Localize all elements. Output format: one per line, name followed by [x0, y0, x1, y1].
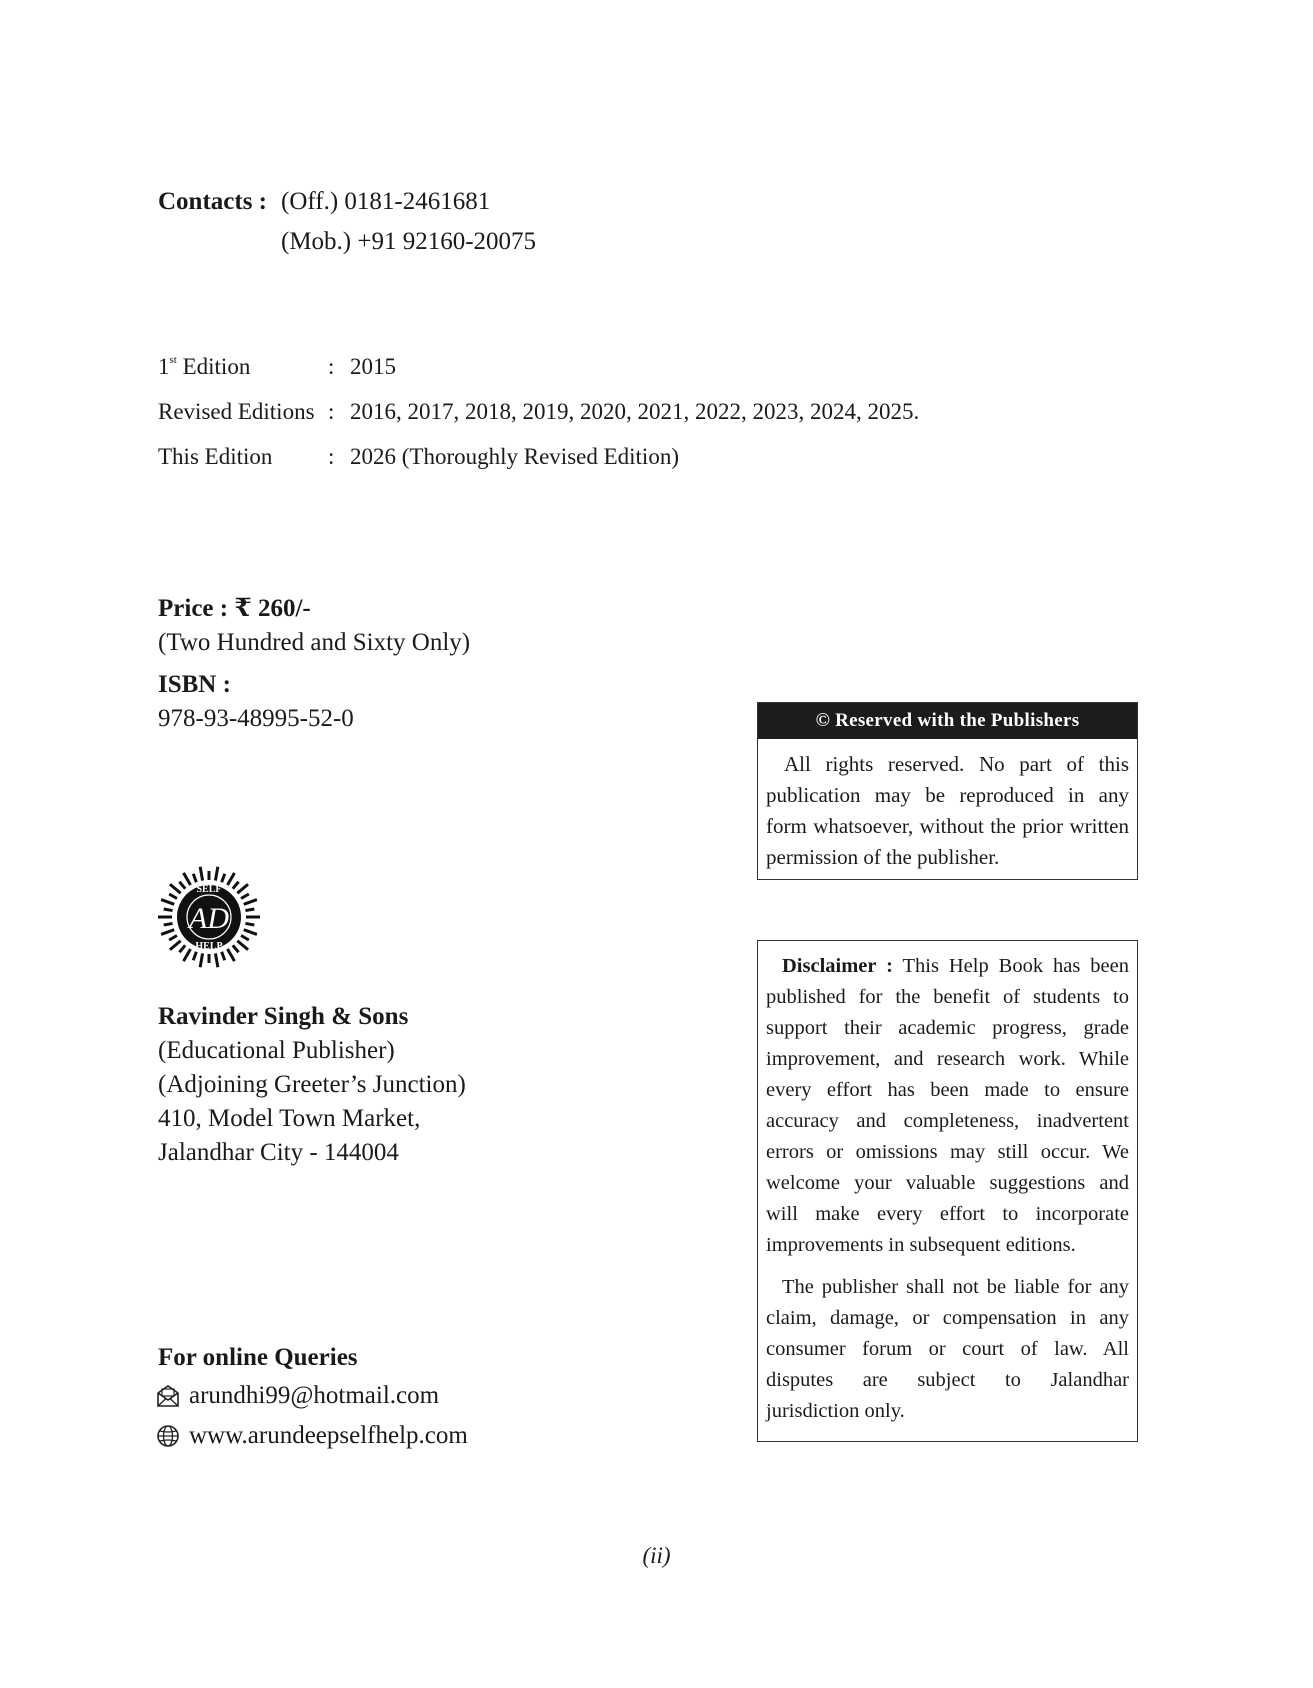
price-in-words: (Two Hundred and Sixty Only) — [158, 629, 471, 656]
logo-ray — [215, 953, 217, 967]
publisher-address-line1: 410, Model Town Market, — [158, 1105, 421, 1132]
website-row[interactable] — [158, 1416, 468, 1456]
logo-ray — [161, 930, 174, 935]
logo-ray — [233, 945, 239, 952]
logo-ray — [169, 894, 177, 899]
colon: : — [328, 444, 335, 469]
logo-ray — [245, 923, 254, 925]
logo-ray — [244, 900, 257, 905]
disclaimer-text-1: This Help Book has been published for the benefit of students to support their academic progress, grade improvement, and research work. While every effort has been made to ensure accuracy and completeness, inadvertent errors or omissions may still occur. We welcome your valuable suggestions and will make every effort to incorporate improvements in subsequent editions. — [766, 955, 1129, 1256]
logo-sunburst-icon — [157, 865, 261, 969]
contacts-label: Contacts : — [158, 188, 268, 215]
email-row[interactable] — [158, 1376, 468, 1416]
logo-ray — [228, 873, 235, 885]
isbn-label: ISBN : — [158, 671, 231, 698]
logo-ray — [222, 874, 225, 882]
logo-top-text: SELF — [196, 884, 222, 895]
contacts-line-office — [158, 182, 536, 222]
publisher-block — [158, 1000, 466, 1170]
office-phone: (Off.) 0181-2461681 — [281, 188, 491, 215]
logo-monogram: AD — [189, 902, 229, 935]
logo-ray — [169, 936, 177, 941]
logo-ray — [200, 867, 202, 881]
price-label: Price : ₹ 260/- — [158, 595, 311, 622]
email-link[interactable]: arundhi99@hotmail.com — [189, 1382, 440, 1409]
globe-icon — [155, 1423, 181, 1449]
envelope-icon — [155, 1383, 181, 1409]
copyright-text: All rights reserved. No part of this publication may be reproduced in any form whatsoever, without the prior written permission of the publisher. — [766, 752, 1129, 869]
logo-ray — [193, 952, 196, 960]
first-edition-label — [158, 354, 328, 380]
editions-block — [158, 354, 919, 489]
colon: : — [328, 354, 335, 379]
logo-ray — [179, 945, 185, 952]
logo-ray — [241, 936, 249, 941]
first-edition-number: 1 — [158, 354, 170, 379]
copyright-box — [757, 702, 1138, 880]
logo-ray — [164, 923, 173, 925]
logo-ray — [170, 941, 181, 950]
logo-ray — [184, 873, 191, 885]
logo-ray — [241, 894, 249, 899]
edition-row-this — [158, 444, 919, 489]
disclaimer-paragraph-2: The publisher shall not be liable for any claim, damage, or compensation in any consumer forum or court of law. All disputes are subject to Jalandhar jurisdiction only. — [766, 1276, 1129, 1422]
revised-editions-label: Revised Editions — [158, 399, 315, 424]
online-queries-title: For online Queries — [158, 1344, 358, 1371]
website-link[interactable]: www.arundeepselfhelp.com — [189, 1422, 468, 1449]
logo-ray — [170, 884, 181, 893]
disclaimer-paragraph-1 — [766, 951, 1129, 1261]
logo-ray — [237, 941, 248, 950]
first-edition-word: Edition — [182, 354, 251, 379]
this-edition-label: This Edition — [158, 444, 273, 469]
publisher-type: (Educational Publisher) — [158, 1037, 395, 1064]
self-help-logo — [157, 865, 261, 969]
publisher-landmark: (Adjoining Greeter’s Junction) — [158, 1071, 466, 1098]
logo-ray — [161, 900, 174, 905]
logo-ray — [179, 882, 185, 889]
logo-ray — [215, 867, 217, 881]
page-number: (ii) — [642, 1543, 671, 1568]
logo-ray — [200, 953, 202, 967]
first-edition-value: 2015 — [350, 354, 396, 379]
this-edition-value: 2026 (Thoroughly Revised Edition) — [350, 444, 679, 469]
colon: : — [328, 399, 335, 424]
logo-ray — [164, 909, 173, 911]
logo-ray — [228, 949, 235, 961]
disclaimer-label: Disclaimer : — [782, 955, 893, 977]
revised-editions-value: 2016, 2017, 2018, 2019, 2020, 2021, 2022, 2023, 2024, 2025. — [350, 399, 920, 424]
price-block — [158, 592, 470, 736]
copyright-heading: © Reserved with the Publishers — [758, 703, 1137, 739]
online-queries-block — [158, 1340, 468, 1456]
edition-row-first — [158, 354, 919, 399]
disclaimer-box — [757, 940, 1138, 1442]
publisher-address-line2: Jalandhar City - 144004 — [158, 1139, 399, 1166]
logo-ray — [193, 874, 196, 882]
logo-ray — [184, 949, 191, 961]
logo-bottom-text: HELP — [195, 941, 223, 952]
mobile-phone: (Mob.) +91 92160-20075 — [281, 228, 537, 255]
publisher-name: Ravinder Singh & Sons — [158, 1003, 409, 1030]
logo-ray — [222, 952, 225, 960]
logo-ray — [233, 882, 239, 889]
logo-ray — [245, 909, 254, 911]
isbn-value: 978-93-48995-52-0 — [158, 705, 354, 732]
contacts-block — [158, 182, 536, 262]
first-edition-suffix: st — [169, 354, 177, 366]
logo-ray — [244, 930, 257, 935]
logo-ray — [237, 884, 248, 893]
edition-row-revised — [158, 399, 919, 444]
